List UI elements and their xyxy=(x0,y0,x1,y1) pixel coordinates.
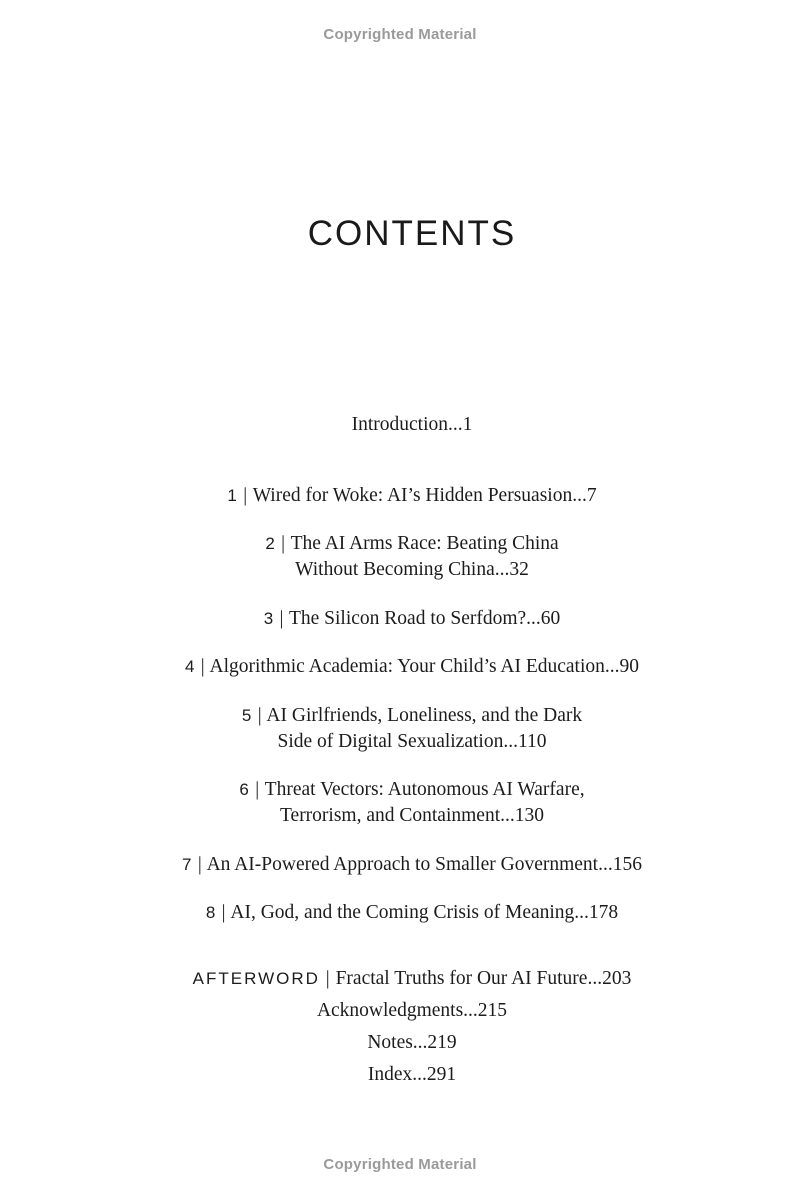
chapter-title: AI, God, and the Coming Crisis of Meaning...178 xyxy=(230,902,619,923)
toc-entry-chapter-2-continued: Without Becoming China...32 xyxy=(295,559,529,580)
chapter-number: 8 xyxy=(205,903,216,922)
toc-entry-chapter-5-continued: Side of Digital Sexualization...110 xyxy=(277,731,547,752)
chapter-number: 2 xyxy=(265,534,276,553)
copyright-watermark-bottom: Copyrighted Material xyxy=(323,1156,477,1173)
chapter-title: Algorithmic Academia: Your Child’s AI Education...90 xyxy=(209,656,640,677)
toc-entry-afterword xyxy=(0,966,800,992)
chapter-title: Threat Vectors: Autonomous AI Warfare, xyxy=(264,779,585,800)
separator: | xyxy=(221,902,226,923)
separator: | xyxy=(255,779,260,800)
toc-entry-notes: Notes...219 xyxy=(367,1032,457,1053)
chapter-title: An AI-Powered Approach to Smaller Government...156 xyxy=(206,854,642,875)
separator: | xyxy=(197,854,202,875)
toc-entry-chapter-5 xyxy=(0,703,800,729)
separator: | xyxy=(200,656,205,677)
afterword-label: AFTERWORD xyxy=(192,969,320,988)
toc-entry-chapter-3 xyxy=(0,606,800,632)
separator: | xyxy=(243,485,248,506)
separator: | xyxy=(279,608,284,629)
toc-entry-chapter-6 xyxy=(0,777,800,803)
copyright-watermark-top: Copyrighted Material xyxy=(323,26,477,43)
afterword-title: Fractal Truths for Our AI Future...203 xyxy=(335,968,632,989)
chapter-title: AI Girlfriends, Loneliness, and the Dark xyxy=(266,705,583,726)
toc-entry-chapter-4 xyxy=(0,654,800,680)
chapter-number: 4 xyxy=(184,657,195,676)
chapter-number: 3 xyxy=(263,609,274,628)
chapter-title: The Silicon Road to Serfdom?...60 xyxy=(288,608,561,629)
separator: | xyxy=(257,705,262,726)
chapter-title: Wired for Woke: AI’s Hidden Persuasion...7 xyxy=(252,485,597,506)
toc-entry-chapter-1 xyxy=(0,483,800,509)
toc-entry-chapter-2 xyxy=(0,531,800,557)
toc-entry-introduction: Introduction...1 xyxy=(351,414,473,435)
separator: | xyxy=(325,968,330,989)
chapter-title: The AI Arms Race: Beating China xyxy=(290,533,559,554)
chapter-number: 7 xyxy=(182,855,192,874)
toc-entry-chapter-6-continued: Terrorism, and Containment...130 xyxy=(279,805,544,826)
toc-entry-chapter-7 xyxy=(0,852,800,878)
chapter-number: 6 xyxy=(239,780,250,799)
chapter-number: 1 xyxy=(227,486,238,505)
toc-entry-chapter-8 xyxy=(0,900,800,926)
chapter-number: 5 xyxy=(241,706,252,725)
separator: | xyxy=(281,533,286,554)
toc-entry-acknowledgments: Acknowledgments...215 xyxy=(316,1000,508,1021)
toc-entry-index: Index...291 xyxy=(367,1064,457,1085)
page-title: CONTENTS xyxy=(307,214,517,253)
